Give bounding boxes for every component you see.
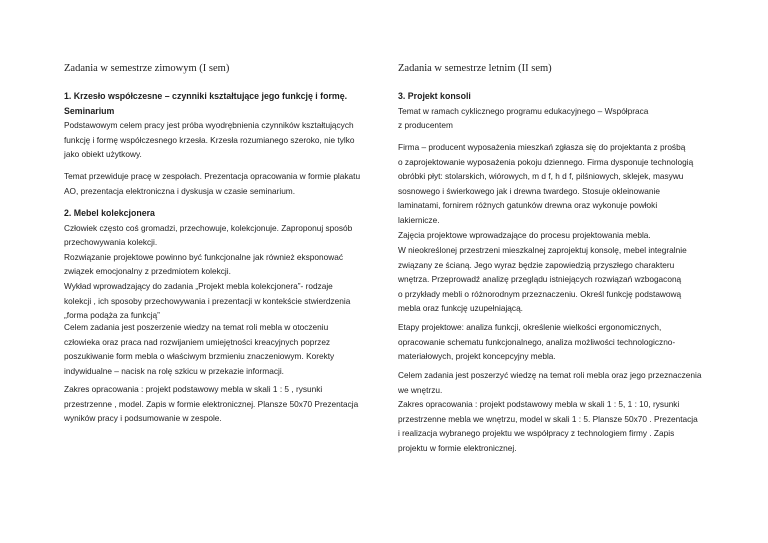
- task2-scope-block: [64, 382, 364, 426]
- left-column-heading: Zadania w semestrze zimowym (I sem): [64, 63, 230, 74]
- task3-goal-line: projektu w formie elektronicznej.: [398, 442, 517, 453]
- task3-goal-line: Celem zadania jest poszerzyć wiedzę na temat roli mebla oraz jego przeznaczenia: [398, 370, 702, 380]
- task3-space-line: mebla oraz funkcję uzupełniającą.: [398, 303, 523, 314]
- task3-title: 3. Projekt konsoli: [398, 91, 471, 101]
- task1-work-line: Temat przewiduje pracę w zespołach. Prezentacja opracowania w formie plakatu: [64, 171, 361, 181]
- task1-work-line: AO, prezentacja elektroniczna i dyskusja w czasie seminarium.: [64, 185, 296, 196]
- task2-desc-line: kolekcji , ich sposoby przechowywania i prezentacji w kontekście stwierdzenia: [64, 295, 351, 306]
- task2-desc-line: przechowywania kolekcji.: [64, 237, 158, 248]
- task2-goal-block: [64, 320, 364, 378]
- task3-subtitle-line: Temat w ramach cyklicznego programu edukacyjnego – Współpraca: [398, 105, 649, 116]
- task1-desc-line: Podstawowym celem pracy jest próba wyodrębnienia czynników kształtujących: [64, 120, 354, 131]
- right-column-heading: Zadania w semestrze letnim (II sem): [398, 63, 552, 74]
- task1-desc-line: jako obiekt użytkowy.: [64, 149, 142, 160]
- task2-goal-line: Celem zadania jest poszerzenie wiedzy na temat roli mebla w otoczeniu: [64, 322, 329, 332]
- task3-goal-line: Zakres opracowania : projekt podstawowy mebla w skali 1 : 5, 1 : 10, rysunki: [398, 399, 680, 410]
- task2-desc-line: związek emocjonalny z przedmiotem kolekcji.: [64, 266, 231, 277]
- task3-company-line: obróbki płyt: stolarskich, wiórowych, m d f, h d f, pilśniowych, sklejek, masywu: [398, 171, 684, 182]
- task3-goal-block: [398, 368, 718, 456]
- task3-company-line: Firma – producent wyposażenia mieszkań zgłasza się do projektanta z prośbą: [398, 142, 686, 152]
- task3-space-line: związany ze ścianą. Jego wyraz będzie zapowiedzią przyszłego charakteru: [398, 259, 675, 270]
- task3-goal-line: i realizacja wybranego projektu we współpracy z technologiem firmy . Zapis: [398, 428, 675, 439]
- task3-company-line: o zaprojektowanie wyposażenia pokoju dziennego. Firma dysponuje technologią: [398, 156, 694, 167]
- task3-stages-line: Etapy projektowe: analiza funkcji, określenie wielkości ergonomicznych,: [398, 322, 662, 332]
- task3-title-block: [398, 89, 718, 133]
- task2-desc-line: Człowiek często coś gromadzi, przechowuje, kolekcjonuje. Zaproponuj sposób: [64, 222, 353, 233]
- task2-title: 2. Mebel kolekcjonera: [64, 208, 155, 218]
- task2-desc-line: „forma podąża za funkcją”: [64, 310, 160, 321]
- task3-company-line: sosnowego i świerkowego jak i drewna twardego. Stosuje okleinowanie: [398, 185, 660, 196]
- task3-goal-line: przestrzenne mebla we wnętrzu, model w skali 1 : 5. Plansze 50x70 . Prezentacja: [398, 413, 698, 424]
- task3-company-line: Zajęcia projektowe wprowadzające do procesu projektowania mebla.: [398, 229, 651, 240]
- task3-company-line: laminatami, fornirem różnych gatunków drewna oraz wykonuje powłoki: [398, 200, 658, 211]
- task2-desc-line: Rozwiązanie projektowe powinno być funkcjonalne jak również eksponować: [64, 251, 344, 262]
- task2-goal-line: człowieka oraz praca nad rozwijaniem umiejętności kreacyjnych poprzez: [64, 336, 331, 347]
- task2-goal-line: indywidualne – nacisk na rolę szkicu w przekazie informacji.: [64, 365, 284, 376]
- task3-space-line: wnętrza. Przeprowadź analizę przeglądu istniejących rozwiązań wzbogaconą: [398, 274, 682, 285]
- task3-company-line: lakiernicze.: [398, 214, 440, 225]
- task2-desc-line: Wykład wprowadzający do zadania „Projekt mebla kolekcjonera”- rodzaje: [64, 280, 333, 291]
- task3-company-block: [398, 140, 718, 242]
- task2-block: [64, 206, 364, 323]
- task3-space-block: [398, 243, 718, 316]
- task3-stages-line: materiałowych, projekt koncepcyjny mebla.: [398, 351, 556, 362]
- task1-desc-line: funkcję i formę współczesnego krzesła. Krzesła rozumianego szeroko, nie tylko: [64, 134, 355, 145]
- task2-scope-line: wyników pracy i podsumowanie w zespole.: [64, 413, 222, 424]
- task2-scope-line: Zakres opracowania : projekt podstawowy mebla w skali 1 : 5 , rysunki: [64, 384, 323, 394]
- task3-stages-line: opracowanie schematu funkcjonalnego, analiza możliwości technologiczno-: [398, 336, 676, 347]
- task3-goal-line: we wnętrzu.: [398, 384, 443, 395]
- task1-title-block: [64, 89, 364, 162]
- task1-title-line2: Seminarium: [64, 105, 115, 116]
- task3-space-line: W nieokreślonej przestrzeni mieszkalnej zaprojektuj konsolę, mebel integralnie: [398, 245, 687, 255]
- task3-space-line: o przykłady mebli o różnorodnym przeznaczeniu. Określ funkcję podstawową: [398, 288, 682, 299]
- task2-scope-line: przestrzenne , model. Zapis w formie elektronicznej. Plansze 50x70 Prezentacja: [64, 398, 359, 409]
- task3-subtitle-line: z producentem: [398, 120, 453, 131]
- task2-goal-line: poszukiwanie form mebla o właściwym brzmieniu znaczeniowym. Korekty: [64, 351, 335, 362]
- task3-stages-block: [398, 320, 718, 364]
- task1-work-block: [64, 169, 364, 198]
- task1-title: 1. Krzesło współczesne – czynniki kształtujące jego funkcję i formę.: [64, 91, 348, 101]
